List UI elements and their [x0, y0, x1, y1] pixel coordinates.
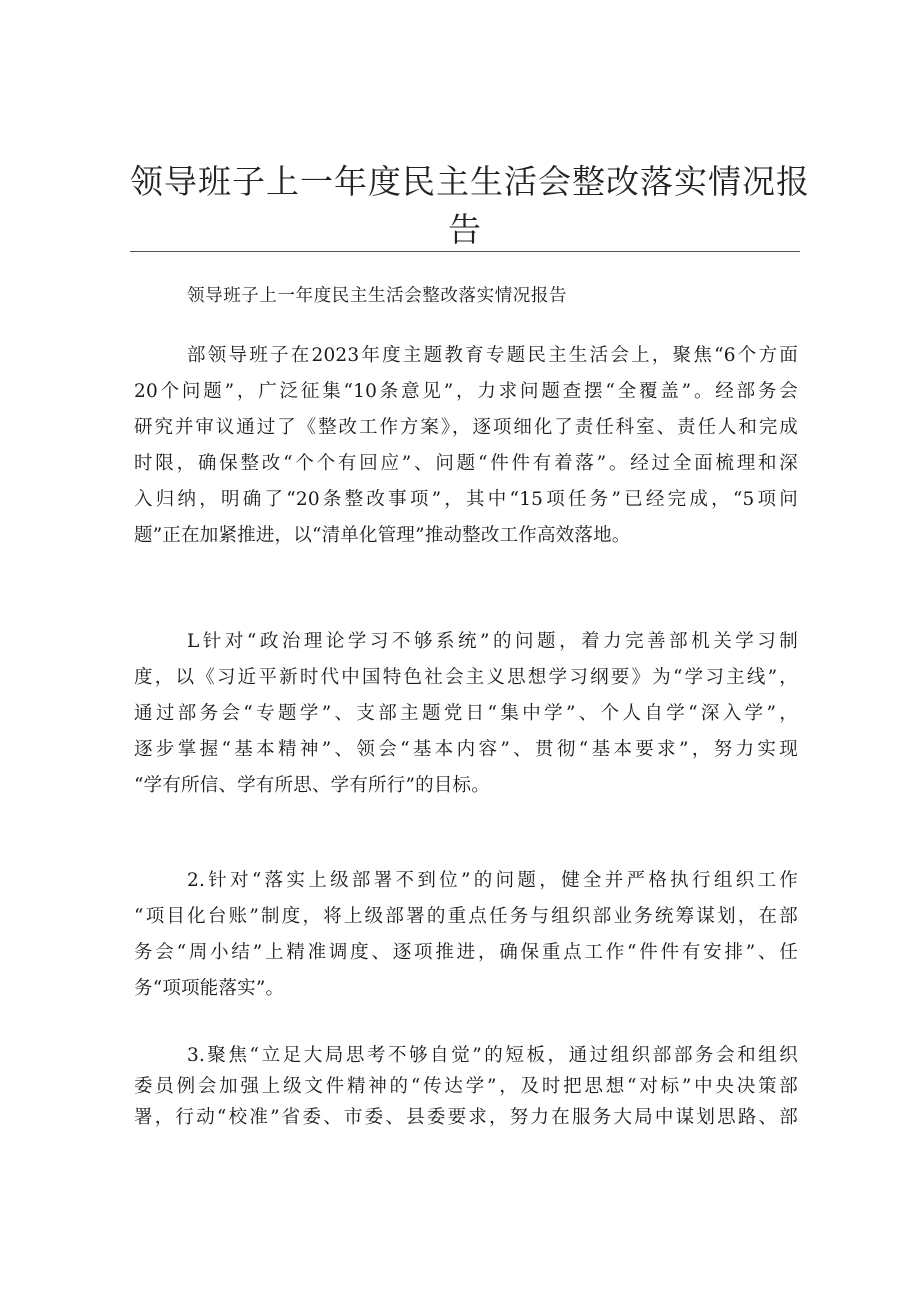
document-title — [130, 158, 810, 254]
title-divider — [130, 251, 800, 252]
paragraph-line: 题”正在加紧推进，以“清单化管理”推动整改工作高效落地。 — [134, 525, 631, 546]
paragraph-line: “项目化台账”制度，将上级部署的重点任务与组织部业务统筹谋划，在部 — [134, 906, 798, 927]
paragraph-item-2 — [134, 863, 798, 1007]
paragraph-line: 2.针对“落实上级部署不到位”的问题，健全并严格执行组织工作 — [187, 870, 798, 891]
paragraph-line: 署，行动“校准”省委、市委、县委要求，努力在服务大局中谋划思路、部 — [134, 1107, 798, 1128]
paragraph-line: “学有所信、学有所思、学有所行”的目标。 — [134, 775, 490, 796]
paragraph-line: 研究并审议通过了《整改工作方案》，逐项细化了责任科室、责任人和完成 — [134, 417, 798, 438]
paragraph-summary — [134, 338, 798, 554]
paragraph-line: 入归纳，明确了“20条整改事项”，其中“15项任务”已经完成，“5项问 — [134, 489, 798, 510]
paragraph-line: 逐步掌握“基本精神”、领会“基本内容”、贯彻“基本要求”，努力实现 — [134, 739, 798, 760]
paragraph-line: L针对“政治理论学习不够系统”的问题，着力完善部机关学习制 — [187, 631, 798, 652]
paragraph-line: 通过部务会“专题学”、支部主题党日“集中学”、个人自学“深入学”， — [134, 703, 798, 724]
title-line-2: 告 — [448, 210, 482, 249]
paragraph-line: 3.聚焦“立足大局思考不够自觉”的短板，通过组织部部务会和组织 — [187, 1045, 798, 1066]
paragraph-line: 务会“周小结”上精准调度、逐项推进，确保重点工作“件件有安排”、任 — [134, 942, 798, 963]
document-subtitle: 领导班子上一年度民主生活会整改落实情况报告 — [187, 286, 568, 306]
paragraph-line: 度，以《习近平新时代中国特色社会主义思想学习纲要》为“学习主线”， — [134, 667, 798, 688]
paragraph-item-1 — [134, 624, 798, 804]
paragraph-item-3 — [134, 1040, 798, 1133]
paragraph-line: 务“项项能落实”。 — [134, 978, 285, 999]
paragraph-line: 20个问题”，广泛征集“10条意见”，力求问题查摆“全覆盖”。经部务会 — [134, 381, 798, 402]
title-line-1: 领导班子上一年度民主生活会整改落实情况报 — [130, 162, 810, 201]
paragraph-line: 委员例会加强上级文件精神的“传达学”，及时把思想“对标”中央决策部 — [134, 1076, 798, 1097]
paragraph-line: 部领导班子在2023年度主题教育专题民主生活会上，聚焦“6个方面 — [187, 345, 798, 366]
paragraph-line: 时限，确保整改“个个有回应”、问题“件件有着落”。经过全面梳理和深 — [134, 453, 798, 474]
